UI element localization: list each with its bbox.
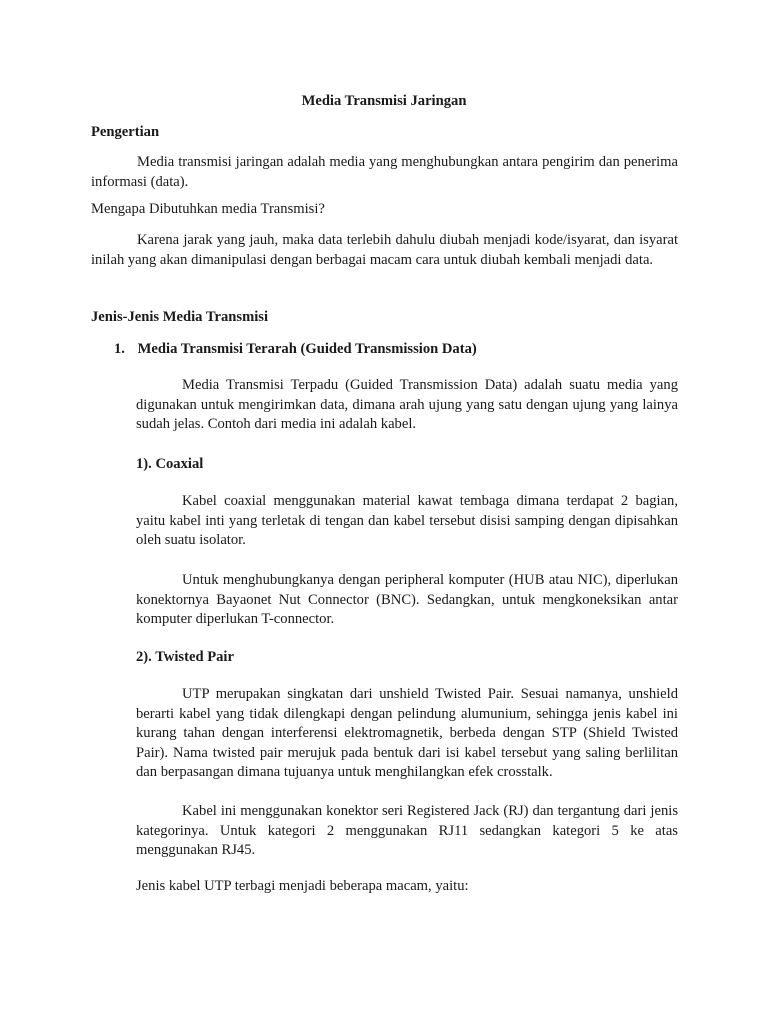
document-title: Media Transmisi Jaringan	[301, 93, 467, 109]
heading-jenis-media: Jenis-Jenis Media Transmisi	[91, 309, 269, 325]
coaxial-paragraph-1: Kabel coaxial menggunakan material kawat tembaga dimana terdapat 2 bagian, yaitu kabel inti yang terletak di tengan dan kabel tersebut disisi samping dengan dipisahkan oleh suatu isolator.	[136, 493, 678, 548]
coaxial-paragraph-2: Untuk menghubungkanya dengan peripheral komputer (HUB atau NIC), diperlukan konektornya Bayaonet Nut Connector (BNC). Sedangkan, untuk mengkoneksikan antar komputer diperlukan T-connector.	[136, 572, 678, 627]
heading-pengertian: Pengertian	[91, 124, 160, 140]
guided-transmission-paragraph: Media Transmisi Terpadu (Guided Transmission Data) adalah suatu media yang digunakan untuk mengirimkan data, dimana arah ujung yang satu dengan ujung yang lainya sudah jelas. Contoh dari media ini adalah kabel.	[136, 377, 678, 432]
answer-paragraph: Karena jarak yang jauh, maka data terlebih dahulu diubah menjadi kode/isyarat, dan isyarat inilah yang akan dimanipulasi dengan berbagai macam cara untuk diubah kembali menjadi data.	[91, 232, 678, 268]
question-text: Mengapa Dibutuhkan media Transmisi?	[91, 201, 325, 217]
heading-twisted-pair: 2). Twisted Pair	[136, 649, 234, 665]
heading-coaxial: 1). Coaxial	[136, 456, 204, 472]
list-item-1-number: 1.	[114, 341, 125, 357]
twisted-pair-paragraph-2: Kabel ini menggunakan konektor seri Registered Jack (RJ) dan tergantung dari jenis kategorinya. Untuk kategori 2 menggunakan RJ11 sedangkan kategori 5 ke atas menggunakan RJ45.	[136, 803, 678, 858]
twisted-pair-paragraph-1: UTP merupakan singkatan dari unshield Twisted Pair. Sesuai namanya, unshield berarti kabel yang tidak dilengkapi dengan pelindung alumunium, sehingga jenis kabel ini kurang tahan dengan interferensi elektromagnetik, berbeda dengan STP (Shield Twisted Pair). Nama twisted pair merujuk pada bentuk dari isi kabel tersebut yang saling berlilitan dan berpasangan dimana tujuanya untuk menghilangkan efek crosstalk.	[136, 686, 678, 780]
list-item-1-heading	[114, 340, 477, 360]
list-item-1-title: Media Transmisi Terarah (Guided Transmission Data)	[137, 341, 477, 357]
utp-types-intro: Jenis kabel UTP terbagi menjadi beberapa macam, yaitu:	[136, 878, 469, 894]
pengertian-paragraph: Media transmisi jaringan adalah media yang menghubungkan antara pengirim dan penerima informasi (data).	[91, 154, 678, 190]
